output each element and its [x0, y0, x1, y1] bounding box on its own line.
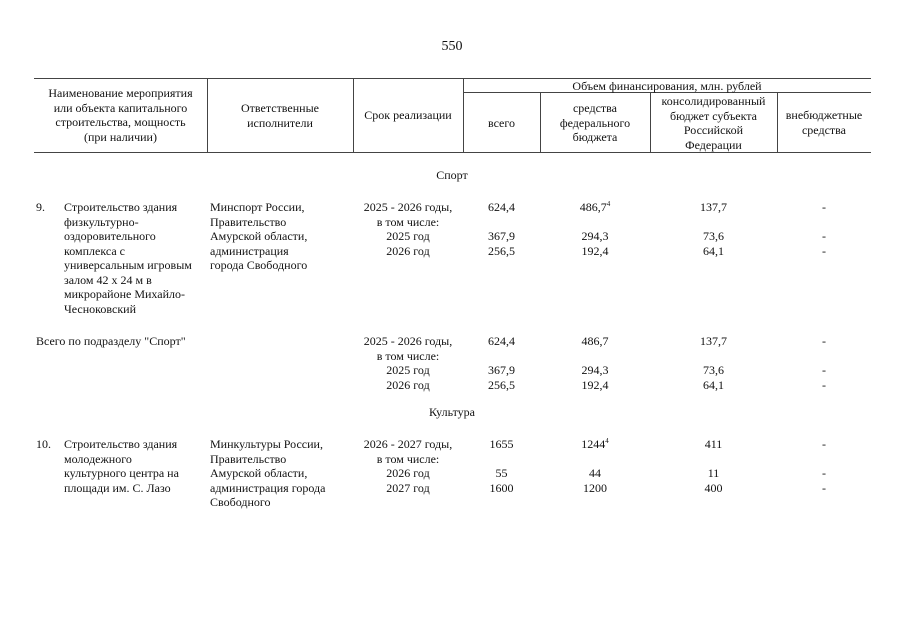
header-federal-column: средства федерального бюджета — [559, 101, 631, 144]
header-consolidated-column: консолидированный бюджет субъекта Российской Федерации — [661, 94, 766, 152]
subtotal-federal: 486,7 294,3 192,4 — [581, 334, 609, 392]
footnote-marker: 4 — [606, 200, 611, 208]
page-number: 550 — [441, 39, 463, 54]
header-name-column: Наименование мероприятия или объекта капитального строительства, мощность (при наличии) — [48, 86, 193, 144]
total-amounts: 1655 55 1600 — [489, 437, 514, 495]
subtotal-term: 2025 - 2026 годы, в том числе: 2025 год 2026 год — [363, 334, 453, 392]
subtotal-label: Всего по подразделу "Спорт" — [36, 334, 186, 348]
header-bottom-rule — [34, 152, 871, 153]
section-title-sport: Спорт — [436, 168, 468, 182]
header-funding-group: Объем финансирования, млн. рублей — [572, 79, 762, 93]
implementation-term: 2025 - 2026 годы, в том числе: 2025 год 2026 год — [363, 200, 453, 258]
object-name: Строительство здания молодежного культурного центра на площади им. С. Лазо — [64, 437, 179, 495]
subtotal-total: 624,4 367,9 256,5 — [488, 334, 515, 392]
header-extrabudgetary-column: внебюджетные средства — [785, 108, 863, 137]
subtotal-extrabudgetary: - - - — [822, 334, 826, 392]
implementation-term: 2026 - 2027 годы, в том числе: 2026 год 2027 год — [363, 437, 453, 495]
section-title-culture: Культура — [429, 405, 475, 419]
extrabudgetary-amounts: - - - — [822, 437, 826, 495]
header-total-column: всего — [487, 116, 516, 130]
federal-budget-amounts: 486,7$^4$ 294,3 192,4 — [579, 200, 611, 258]
header-term-column: Срок реализации — [364, 108, 452, 122]
consolidated-budget-amounts: 411 11 400 — [704, 437, 723, 495]
subtotal-consolidated: 137,7 73,6 64,1 — [700, 334, 727, 392]
row-number: 10. — [36, 437, 51, 451]
footnote-marker: 4 — [605, 437, 609, 445]
total-amounts: 624,4 367,9 256,5 — [488, 200, 515, 258]
federal-budget-amounts: 1244$^4$ 44 1200 — [581, 437, 609, 495]
object-name: Строительство здания физкультурно- оздоровительного комплекса с универсальным игровым залом 42 х 24 м в микрорайоне Михайло- Чесноковский — [64, 200, 192, 316]
consolidated-budget-amounts: 137,7 73,6 64,1 — [700, 200, 727, 258]
responsible-executors: Минспорт России, Правительство Амурской области, администрация города Свободного — [210, 200, 308, 272]
header-responsible-column: Ответственные исполнители — [241, 101, 319, 130]
responsible-executors: Минкультуры России, Правительство Амурской области, администрация города Свободного — [210, 437, 326, 509]
extrabudgetary-amounts: - - - — [822, 200, 826, 258]
row-number: 9. — [36, 200, 45, 214]
